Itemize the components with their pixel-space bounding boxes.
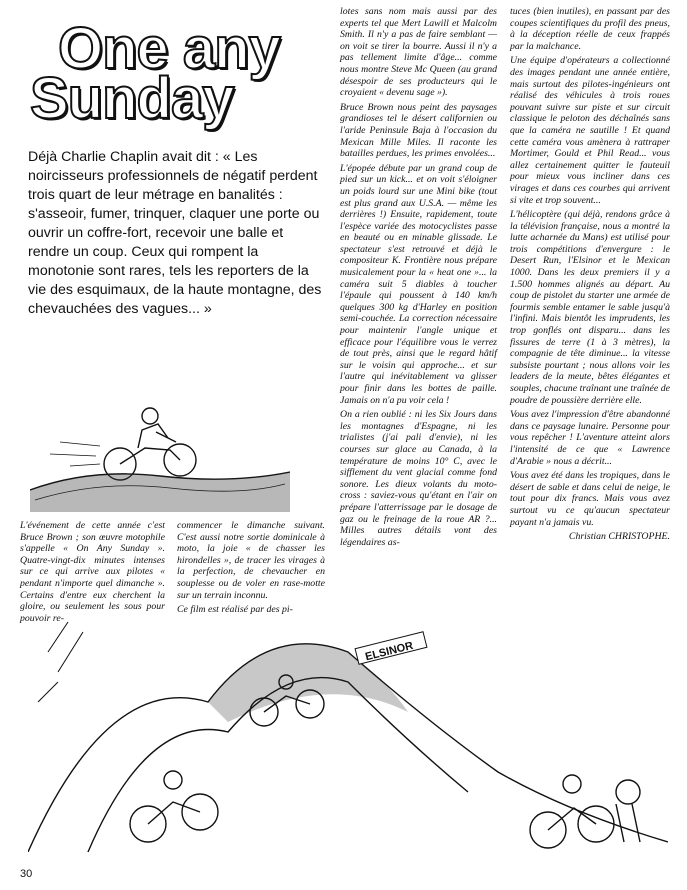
hill-motocross-illustration (28, 612, 668, 860)
text-column-2 (177, 520, 325, 619)
column-paragraph: Vous avez été dans les tropiques, dans le désert de sable et dans celui de neige, le tout pour dix francs. Mais vous avez surtout vu ce qu'aucun spectateur payant n'a jamais vu. (510, 470, 670, 528)
column-paragraph: L'événement de cette année c'est Bruce Brown ; son œuvre motophile s'appelle « On Any Sunday ». Quatre-vingt-dix minutes intenses sur ce qui arrive aux pilotes « pendant n'importe quel dimanche ». Certains d'entre eux cherchent la gloire, ou seulement les sous pour pouvoir re- (20, 520, 165, 624)
title-line-1: One any (58, 16, 280, 81)
column-paragraph: lotes sans nom mais aussi par des experts tel que Mert Lawill et Malcolm Smith. Il n'y a pas de faire semblant — on voit se tirer la bourre. Aussi il n'y a pas tellement limite d'âge... comme nous montre Steve Mc Queen (au grand désespoir de ses producteurs qui le croyaient « devenu sage »). (340, 6, 497, 99)
column-paragraph: Ce film est réalisé par des pi- (177, 604, 293, 616)
column-paragraph: L'hélicoptère (qui déjà, rendons grâce à la télévision française, nous a montré la lutte acharnée du Mans) est utilisé pour trois compétitions d'envergure : le Desert Run, l'Elsinor et le Mexican 1000. Dans les deux premiers il y a 1.500 hommes alignés au départ. Au coup de pistolet du starter une armée de fourmis semble entamer le sable jusqu'à l'infini. Mais bientôt les imprudents, les trop gonflés ont disparu... dans les fissures de terre (1 à 3 mètres), la compagnie de tête diminue... la vitesse subsiste pourtant ; nous allons voir les leaders de la meute, bêtes élégantes et souples, chacune traînant une traînée de poudre de poussière derrière elle. (510, 209, 670, 406)
column-paragraph: Vous avez l'impression d'être abandonné dans ce paysage lunaire. Personne pour vous repêcher ! L'aventure atteint alors l'intensité de ce que « Lawrence d'Arabie » nous a décrit... (510, 409, 670, 467)
elsinor-banner-text: ELSINOR (364, 639, 415, 664)
article-title (30, 16, 300, 134)
author-signature: Christian CHRISTOPHE. (568, 531, 670, 543)
motocross-rider-illustration (30, 372, 290, 512)
page-number: 30 (20, 868, 33, 880)
column-paragraph: tuces (bien inutiles), en passant par des coupes scientifiques du profil des pneus, à la déception réelle de ceux frappés par la malchance. (510, 6, 670, 52)
column-paragraph: Une équipe d'opérateurs a collectionné des images pendant une année entière, mais surtout des pilotes-ingénieurs ont réalisé des véhicules à trois roues pouvant suivre sur piste et sur circuit classique le peloton des déchaînés sans que la caméra ne sautille ! Et quand cette caméra vous amènera à rattraper Mortimer, Gould et Phil Read... vous allez certainement quitter le fauteuil pour mieux vous incliner dans ces virages et dans ces courbes qui arrivent si vite et trop souvent... (510, 55, 670, 206)
column-paragraph: On a rien oublié : ni les Six Jours dans les montagnes d'Espagne, ni les trialistes (j'ai pali d'envie), ni les courses sur glace au Canada, à la température de moins 10° C, avec le sifflement du vent glacial comme fond sonore. Les dieux volants du moto-cross : saviez-vous qu'étant en l'air on prépare l'atterrissage par le dosage de gaz ou le freinage de la roue AR ?... Milles autres détails vont des légendaires as- (340, 409, 497, 548)
column-paragraph: L'épopée débute par un grand coup de pied sur un kick... et on voit s'éloigner un poids lourd sur une Mini bike (tout est plus grand aux U.S.A. — même les derrières !) Ensuite, rapidement, toute l'espèce variée des motocyclistes passe en beauté ou en minable glissade. Le spectateur s'est retrouvé et déjà le compositeur K. Frontière nous prépare musicalement pour la « heat one »... la caméra suit 5 diables à toucher l'épaule qui poussent à 140 km/h quelques 300 kg d'Harley en position semi-couchée. La correction nécessaire pour maintenir l'angle unique et efficace pour l'équilibre vous le verrez de tout près, ainsi que le regard hâtif sur le voisin qui approche... et sur l'autre qui inévitablement va glisser pour finir dans les bottes de paille. Jamais on n'a pu voir cela ! (340, 162, 497, 406)
column-paragraph: Bruce Brown nous peint des paysages grandioses tel le désert californien ou l'aride Peninsule Baja à l'occasion du Mexican Mille Miles. Il raconte les batailles perdues, les primes envolées... (340, 101, 497, 160)
lead-paragraph: Déjà Charlie Chaplin avait dit : « Les noircisseurs professionnels de négatif perdent trois quart de leur métrage en banalités : s'asseoir, fumer, trinquer, claquer une porte ou ouvrir un coffre-fort, recevoir une balle et rendre un coup. Ceux qui rompent la monotonie sont rares, tels les reporters de la vie des esquimaux, de la haute montagne, des chevauchées des vagues... » (28, 149, 322, 317)
column-paragraph: commencer le dimanche suivant. C'est aussi notre sortie dominicale à moto, la joie « de chasser les hirondelles », de tracer les virages à la perfection, de chevaucher en souplesse ou de voler en rase-motte sur un terrain inconnu. (177, 520, 325, 601)
text-column-4 (510, 6, 670, 546)
text-column-3 (340, 6, 497, 551)
title-line-2: Sunday (30, 66, 234, 131)
